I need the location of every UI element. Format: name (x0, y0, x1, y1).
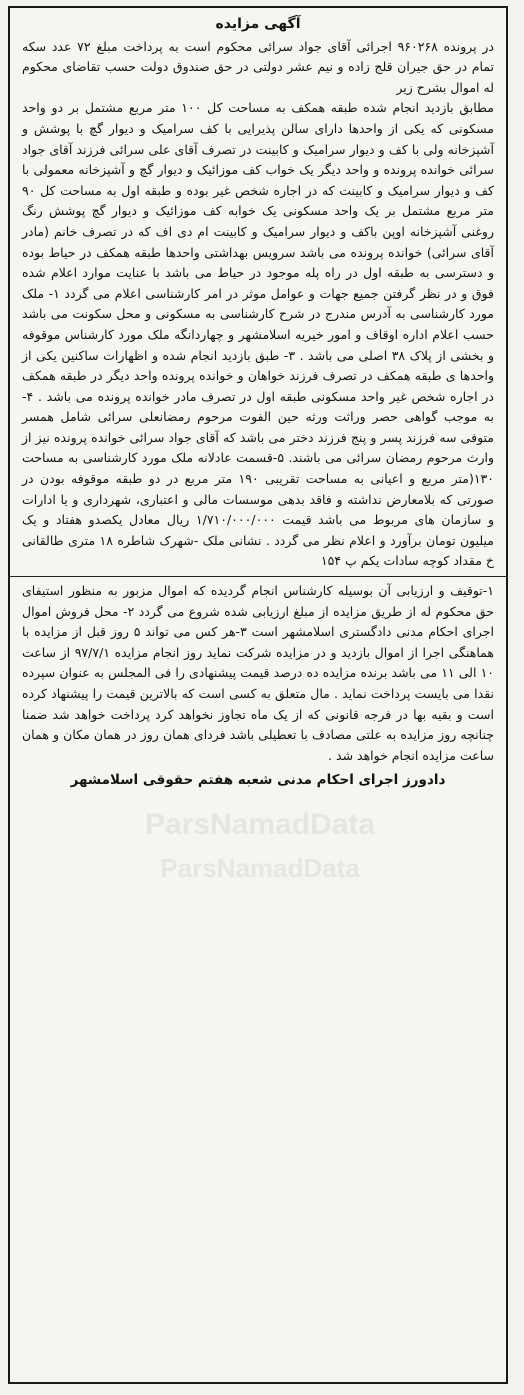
notice-frame (8, 6, 508, 1384)
intro-paragraph: در پرونده ۹۶۰۲۶۸ اجرائی آقای جواد سرائی محکوم است به پرداخت مبلغ ۷۲ عدد سکه تمام در حق جیران قلج زاده و نیم عشر دولتی در حق صندوق دولت حسب تقاضای محکوم له اموال بشرح زیر (22, 38, 494, 95)
notice-title: آگهی مزایده (215, 16, 301, 32)
auction-conditions-paragraph: ۱-توقیف و ارزیابی آن بوسیله کارشناس انجام گردیده که اموال مزبور به منظور استیفای حق محکوم له از طریق مزایده از مبلغ ارزیابی شده شروع می گردد ۲- محل فروش اموال اجرای احکام مدنی دادگستری اسلامشهر است ۳-هر کس می تواند ۵ روز قبل از مزایده با هماهنگی اجرا از اموال بازدید و در مزایده شرکت نماید روز انجام مزایده ۹۷/۷/۱ از ساعت ۱۰ الی ۱۱ می باشد برنده مزایده ده درصد قیمت پیشنهادی را فی المجلس به عنوان سپرده نقدا می بایست پرداخت نماید . مال متعلق به کسی است که بالاترین قیمت را پیشنهاد کرده است و بقیه بها در فرجه قانونی که از یک ماه تجاوز نخواهد کرد پرداخت خواهد شد ضمنا چنانچه روز مزایده به علتی مصادف با تعطیلی باشد فردای همان روز در همان مکان و همان ساعت مزایده انجام خواهد شد . (22, 583, 495, 763)
watermark-logo: ParsNamadData (144, 808, 376, 841)
notice-body (10, 8, 506, 791)
signature-line: دادورز اجرای احکام مدنی شعبه هفتم حقوقی اسلامشهر (70, 772, 446, 789)
watermark-logo-secondary: ParsNamadData (160, 853, 360, 883)
expert-report-paragraph: مطابق بازدید انجام شده طبقه همکف به مساحت کل ۱۰۰ متر مربع مشتمل بر دو واحد مسکونی که یکی از واحدها دارای سالن پذیرایی با کف سرامیک و دیوار گچ با پوشش و آشپزخانه ولی با کف و دیوار سرامیک و کابینت در تصرف آقای علی سرائی فرزند آقای جواد سرائی خوانده پرونده و واحد دیگر یک خواب کف موزائیک و دیوار گچ و آشپزخانه معمولی با کف و دیوار سرامیک و کابینت که در اجاره شخص غیر بوده و طبقه اول به مساحت کل ۹۰ متر مربع مشتمل بر یک واحد مسکونی یک خوابه کف موزائیک و دیوار گچ پوشش رنگ روغنی آشپزخانه اوپن باکف و دیوار سرامیک و کابینت ام دی اف که در تصرف خانم (مادر آقای سرائی) خوانده پرونده می باشد سرویس بهداشتی واحدها طبقه همکف در حیاط بوده و دسترسی به طبقه اول در راه پله موجود در حیاط می باشد با عنایت موارد اعلام شده فوق و در نظر گرفتن جمیع جهات و عوامل موثر در امر کارشناسی اعلام می گردد ۱- ملک مورد کارشناسی به آدرس مندرج در شرح کارشناسی به مسکونی و محل سکونت می باشد حسب اعلام اداره اوقاف و امور خیریه اسلامشهر و چهاردانگه ملک مورد کارشناس موقوفه و بخشی از پلاک ۳۸ اصلی می باشد . ۳- طبق بازدید انجام شده و اظهارات ساکنین یکی از واحدها ی طبقه همکف در تصرف فرزند خواهان و خوانده پرونده واحد دیگر در طبقه همکف در اجاره شخص غیر واحد مسکونی طبقه اول در تصرف مادر خوانده پرونده می باشد . ۴- به موجب گواهی حصر وراثت ورثه حین الفوت مرحوم رمضانعلی سرائی شامل همسر متوفی سه فرزند پسر و پنج فرزند دختر می باشد که آقای جواد سرائی خوانده پرونده نیز از وارث مرحوم رمضان سرائی می باشند. ۵-قسمت عادلانه ملک مورد کارشناسی به مساحت ۱۳۰(متر مربع و اعیانی به مساحت تقریبی ۱۹۰ متر مربع در دو طبقه موقوفه بودن در صورتی که بلامعارض نداشته و فاقد بدهی موسسات مالی و اعتباری، شهرداری و یا ادارات و سازمان های مربوط می باشد قیمت ۱/۷۱۰/۰۰۰/۰۰۰ ریال معادل یکصدو هفتاد و یک میلیون تومان برآورد و اعلام نظر می گردد . نشانی ملک -شهرک شاطره ۱۸ متری طالقانی خ مقداد کوچه سادات یکم پ ۱۵۴ (22, 100, 495, 569)
section-divider (10, 576, 506, 577)
